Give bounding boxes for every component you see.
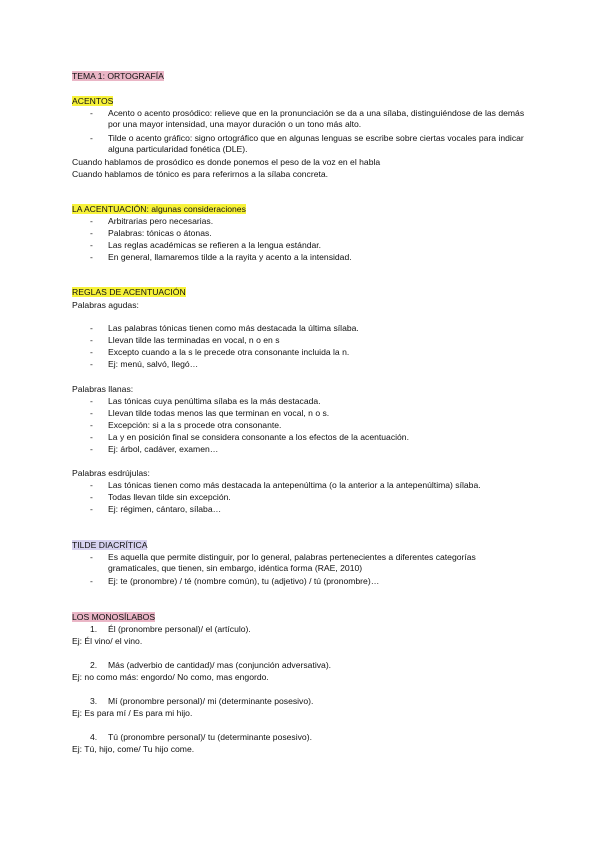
note-line: Cuando hablamos de tónico es para referirnos a la sílaba concreta.: [72, 169, 329, 179]
section-heading-tilde: TILDE DIACRÍTICA: [72, 540, 148, 550]
document-title: TEMA 1: ORTOGRAFÍA: [72, 71, 164, 81]
section-heading-monosilabos: LOS MONOSÍLABOS: [72, 612, 156, 622]
example-line: Ej: Es para mí / Es para mi hijo.: [72, 708, 193, 718]
subheading-llanas: Palabras llanas:: [72, 384, 134, 394]
subheading-agudas: Palabras agudas:: [72, 300, 139, 310]
example-line: Ej: Él vino/ el vino.: [72, 636, 143, 646]
section-heading-acentuacion: LA ACENTUACIÓN: algunas consideraciones: [72, 204, 246, 214]
example-line: Ej: Tú, hijo, come/ Tu hijo come.: [72, 744, 195, 754]
section-heading-acentos: ACENTOS: [72, 96, 114, 106]
example-line: Ej: no como más: engordo/ No como, mas engordo.: [72, 672, 269, 682]
subheading-esdrujulas: Palabras esdrújulas:: [72, 468, 150, 478]
note-line: Cuando hablamos de prosódico es donde ponemos el peso de la voz en el habla: [72, 157, 381, 167]
section-heading-reglas: REGLAS DE ACENTUACIÓN: [72, 287, 186, 297]
